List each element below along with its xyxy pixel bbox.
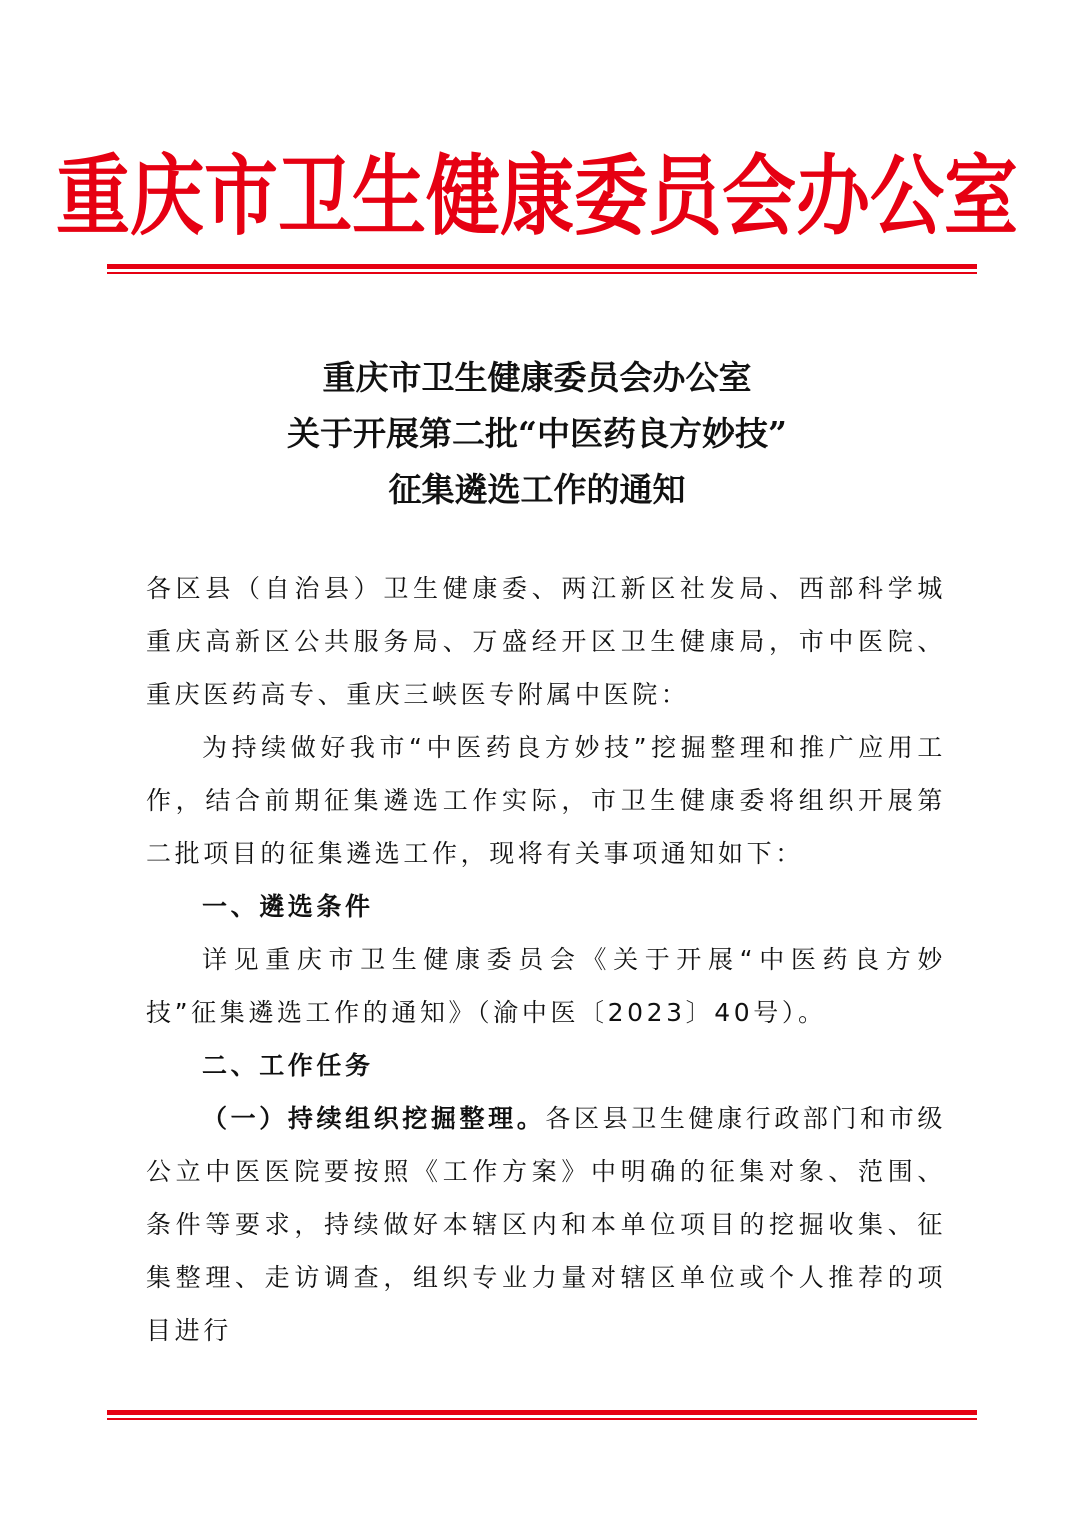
document-body xyxy=(146,562,946,1357)
title-line-1: 重庆市卫生健康委员会办公室 xyxy=(322,358,752,397)
task-1-paragraph xyxy=(146,1092,946,1357)
masthead-divider xyxy=(107,264,977,274)
section-1-paragraph: 详见重庆市卫生健康委员会《关于开展“中医药良方妙技”征集遴选工作的通知》（渝中医〔2023〕40号）。 xyxy=(146,945,946,1027)
section-2-heading: 二、工作任务 xyxy=(202,1051,374,1080)
section-1-heading: 一、遴选条件 xyxy=(202,892,374,921)
title-line-2: 关于开展第二批“中医药良方妙技” xyxy=(287,414,787,453)
intro-paragraph: 为持续做好我市“中医药良方妙技”挖掘整理和推广应用工作，结合前期征集遴选工作实际，市卫生健康委将组织开展第二批项目的征集遴选工作，现将有关事项通知如下： xyxy=(146,733,946,868)
title-line-3: 征集遴选工作的通知 xyxy=(388,470,686,509)
task-1-lead: （一）持续组织挖掘整理。 xyxy=(202,1104,546,1133)
document-title xyxy=(0,350,1074,518)
task-1-text: 各区县卫生健康行政部门和市级公立中医医院要按照《工作方案》中明确的征集对象、范围、条件等要求，持续做好本辖区内和本单位项目的挖掘收集、征集整理、走访调查，组织专业力量对辖区单位或个人推荐的项目进行 xyxy=(146,1104,946,1345)
recipients-paragraph: 各区县（自治县）卫生健康委、两江新区社发局、西部科学城重庆高新区公共服务局、万盛经开区卫生健康局，市中医院、重庆医药高专、重庆三峡医专附属中医院： xyxy=(146,574,946,709)
masthead-org-name: 重庆市卫生健康委员会办公室 xyxy=(56,146,1018,248)
footer-divider xyxy=(107,1410,977,1420)
